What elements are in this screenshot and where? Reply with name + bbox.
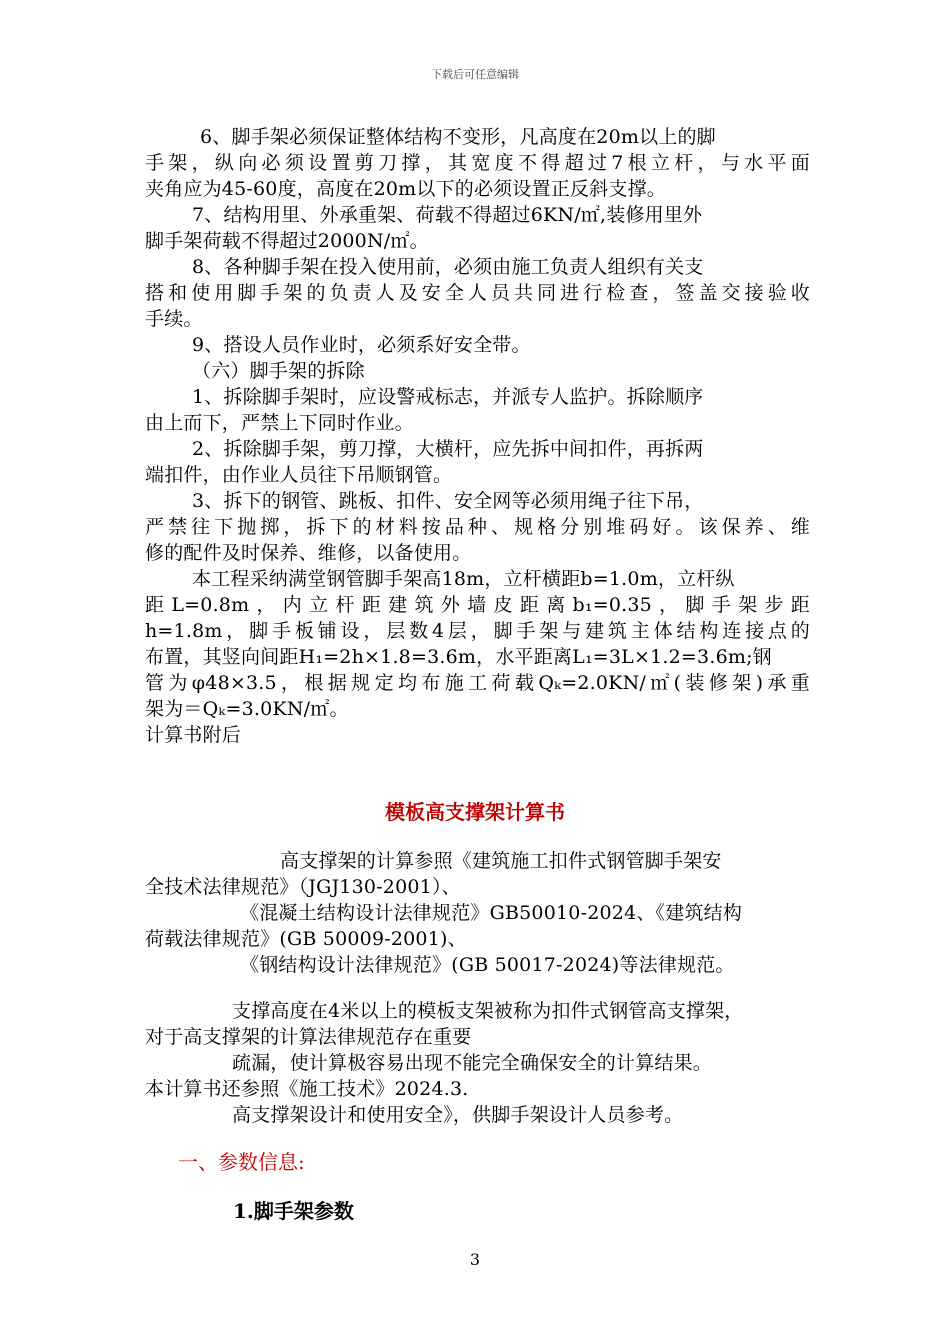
- text-line: 高支撑架的计算参照《建筑施工扣件式钢管脚手架安: [280, 850, 722, 872]
- text-line: 高支撑架设计和使用安全》，供脚手架设计人员参考。: [232, 1104, 684, 1126]
- section-heading: 一、参数信息:: [178, 1150, 305, 1174]
- text-line: 端扣件，由作业人员往下吊顺钢管。: [145, 464, 453, 486]
- text-line: h=1.8m，脚手板铺设，层数4层，脚手架与建筑主体结构连接点的: [145, 620, 810, 642]
- text-line: 疏漏，使计算极容易出现不能完全确保安全的计算结果。: [232, 1052, 713, 1074]
- text-line: 修的配件及时保养、维修，以备使用。: [145, 542, 472, 564]
- text-line: 布置，其竖向间距H₁=2h×1.8=3.6m，水平距离L₁=3L×1.2=3.6m;钢: [145, 646, 772, 668]
- text-line: 夹角应为45-60度，高度在20m以下的必须设置正反斜支撑。: [145, 178, 666, 200]
- text-line: 严禁往下抛掷，拆下的材料按品种、规格分别堆码好。该保养、维: [145, 516, 810, 538]
- text-line: 计算书附后: [145, 724, 242, 746]
- text-line: 全技术法律规范》（JGJ130-2001）、: [145, 876, 461, 898]
- text-line: （六）脚手架的拆除: [192, 360, 365, 382]
- subsection-heading: 1.脚手架参数: [233, 1199, 354, 1223]
- text-line: 《钢结构设计法律规范》(GB 50017-2024)等法律规范。: [240, 954, 735, 976]
- page-number: 3: [469, 1250, 481, 1269]
- text-line: 8、各种脚手架在投入使用前，必须由施工负责人组织有关支: [192, 256, 704, 278]
- text-line: 7、结构用里、外承重架、荷载不得超过6KN/㎡,装修用里外: [192, 204, 703, 226]
- text-line: 支撑高度在4米以上的模板支架被称为扣件式钢管高支撑架，: [232, 1000, 744, 1022]
- text-line: 管为φ48×3.5，根据规定均布施工荷载Qₖ=2.0KN/㎡(装修架)承重: [145, 672, 810, 694]
- text-line: 搭和使用脚手架的负责人及安全人员共同进行检查，签盖交接验收: [145, 282, 810, 304]
- text-line: 脚手架荷载不得超过2000N/㎡。: [145, 230, 429, 252]
- text-line: 手续。: [145, 308, 203, 330]
- text-line: 6、脚手架必须保证整体结构不变形，凡高度在20m以上的脚: [200, 126, 716, 148]
- text-line: 本计算书还参照《施工技术》2024.3.: [145, 1078, 469, 1100]
- page-header: 下载后可任意编辑: [431, 68, 519, 81]
- text-line: 本工程采纳满堂钢管脚手架高18m，立杆横距b=1.0m，立杆纵: [192, 568, 735, 590]
- text-line: 9、搭设人员作业时，必须系好安全带。: [192, 334, 531, 356]
- text-line: 手架，纵向必须设置剪刀撑，其宽度不得超过7根立杆，与水平面: [145, 152, 810, 174]
- text-line: 由上而下，严禁上下同时作业。: [145, 412, 414, 434]
- text-line: 架为＝Qₖ=3.0KN/㎡。: [145, 698, 349, 720]
- document-title: 模板高支撑架计算书: [385, 800, 565, 824]
- text-line: 《混凝土结构设计法律规范》GB50010-2024、《建筑结构: [240, 902, 743, 924]
- text-line: 2、拆除脚手架，剪刀撑，大横杆，应先拆中间扣件，再拆两: [192, 438, 704, 460]
- text-line: 1、拆除脚手架时，应设警戒标志，并派专人监护。拆除顺序: [192, 386, 704, 408]
- text-line: 对于高支撑架的计算法律规范存在重要: [145, 1026, 472, 1048]
- text-line: 荷载法律规范》(GB 50009-2001)、: [145, 928, 467, 950]
- text-line: 距L=0.8m，内立杆距建筑外墙皮距离b₁=0.35，脚手架步距: [145, 594, 810, 616]
- text-line: 3、拆下的钢管、跳板、扣件、安全网等必须用绳子往下吊，: [192, 490, 704, 512]
